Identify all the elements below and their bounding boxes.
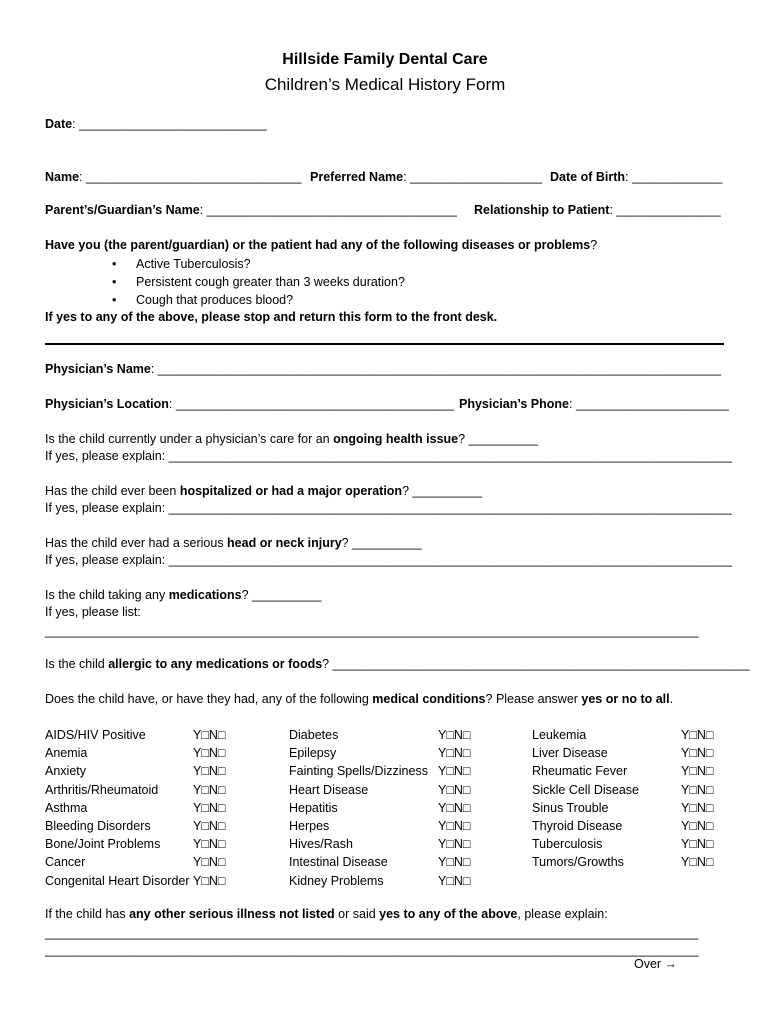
physician-name-field[interactable] <box>45 362 721 376</box>
condition-label: Hepatitis <box>289 800 338 815</box>
condition-row <box>45 799 245 817</box>
condition-row <box>532 799 732 817</box>
section-divider <box>45 343 724 345</box>
allergy-question[interactable]: Is the child allergic to any medications or foods? ____________________________________________________________ <box>45 657 750 671</box>
condition-label: Tumors/Growths <box>532 855 624 870</box>
condition-row <box>532 726 732 744</box>
physician-phone-label: Physician’s Phone <box>459 397 569 411</box>
condition-label: Bleeding Disorders <box>45 818 151 833</box>
yes-no-checkboxes[interactable]: Y□N□ <box>681 855 714 870</box>
condition-label: Asthma <box>45 800 88 815</box>
tb-bullet-list <box>112 255 405 309</box>
head-injury-explain[interactable]: If yes, please explain: _________________________________________________________________________________ <box>45 553 732 567</box>
yes-no-checkboxes[interactable]: Y□N□ <box>438 818 471 833</box>
tb-bullet-item: • Active Tuberculosis? <box>112 255 405 273</box>
condition-row <box>532 853 732 871</box>
tb-question <box>45 238 597 252</box>
condition-row <box>289 744 489 762</box>
preferred-name-label: Preferred Name <box>310 170 404 184</box>
yes-no-checkboxes[interactable]: Y□N□ <box>193 728 226 742</box>
condition-row <box>45 835 245 853</box>
name-field[interactable] <box>45 170 302 184</box>
condition-label: Sickle Cell Disease <box>532 782 639 797</box>
tb-question-mark: ? <box>590 238 598 252</box>
yes-no-checkboxes[interactable]: Y□N□ <box>438 764 471 779</box>
condition-row <box>532 835 732 853</box>
yes-no-checkboxes[interactable]: Y□N□ <box>193 746 226 761</box>
condition-row <box>45 726 245 744</box>
hospitalized-question[interactable]: Has the child ever been hospitalized or had a major operation? __________ <box>45 484 483 498</box>
condition-label: Herpes <box>289 818 330 833</box>
other-illness-question: If the child has any other serious illness not listed or said yes to any of the above, please explain: <box>45 907 608 921</box>
condition-label: Epilepsy <box>289 746 337 761</box>
yes-no-checkboxes[interactable]: Y□N□ <box>438 746 471 761</box>
physician-phone-field[interactable] <box>459 397 729 411</box>
physician-location-field[interactable] <box>45 397 454 411</box>
condition-label: Kidney Problems <box>289 873 384 888</box>
condition-row <box>289 817 489 835</box>
condition-row <box>45 817 245 835</box>
date-blank[interactable]: : ___________________________ <box>72 117 267 131</box>
condition-row <box>45 744 245 762</box>
yes-no-checkboxes[interactable]: Y□N□ <box>681 818 714 833</box>
preferred-name-blank[interactable]: : ___________________ <box>403 170 543 184</box>
name-label: Name <box>45 170 80 184</box>
condition-label: Tuberculosis <box>532 837 603 852</box>
other-illness-blank-2[interactable]: ______________________________________________________________________________________________ <box>45 943 699 957</box>
condition-label: Diabetes <box>289 728 339 742</box>
over-page-indicator: Over → <box>634 957 678 971</box>
relationship-blank[interactable]: : _______________ <box>609 203 721 217</box>
conditions-column-1 <box>45 726 245 890</box>
tb-stop-instruction: If yes to any of the above, please stop and return this form to the front desk. <box>45 310 498 324</box>
yes-no-checkboxes[interactable]: Y□N□ <box>193 818 226 833</box>
yes-no-checkboxes[interactable]: Y□N□ <box>681 764 714 779</box>
physician-location-label: Physician’s Location <box>45 397 169 411</box>
condition-label: Sinus Trouble <box>532 800 609 815</box>
condition-label: Fainting Spells/Dizziness <box>289 764 428 779</box>
relationship-field[interactable] <box>474 203 721 217</box>
yes-no-checkboxes[interactable]: Y□N□ <box>681 728 714 742</box>
date-label: Date <box>45 117 73 131</box>
yes-no-checkboxes[interactable]: Y□N□ <box>193 782 226 797</box>
hospitalized-explain[interactable]: If yes, please explain: _________________________________________________________________________________ <box>45 501 732 515</box>
yes-no-checkboxes[interactable]: Y□N□ <box>193 855 226 870</box>
other-illness-blank-1[interactable]: ______________________________________________________________________________________________ <box>45 926 699 940</box>
condition-row <box>532 762 732 780</box>
condition-row <box>45 853 245 871</box>
physician-phone-blank[interactable]: : ______________________ <box>569 397 729 411</box>
yes-no-checkboxes[interactable]: Y□N□ <box>193 800 226 815</box>
tb-bullet-item: • Cough that produces blood? <box>112 291 405 309</box>
physician-name-label: Physician’s Name <box>45 362 151 376</box>
condition-label: Bone/Joint Problems <box>45 837 161 852</box>
yes-no-checkboxes[interactable]: Y□N□ <box>681 837 714 852</box>
physician-name-blank[interactable]: : _________________________________________________________________________________ <box>150 362 721 376</box>
condition-label: Rheumatic Fever <box>532 764 628 779</box>
dob-label: Date of Birth <box>550 170 625 184</box>
medications-list-blank[interactable]: ______________________________________________________________________________________________ <box>45 624 699 638</box>
tb-bullet-item: • Persistent cough greater than 3 weeks duration? <box>112 273 405 291</box>
tb-question-text: Have you (the parent/guardian) or the patient had any of the following diseases or problems <box>45 238 591 252</box>
dob-field[interactable] <box>550 170 722 184</box>
conditions-column-3 <box>532 726 732 872</box>
yes-no-checkboxes[interactable]: Y□N□ <box>193 873 226 888</box>
condition-row <box>532 781 732 799</box>
date-field[interactable] <box>45 117 267 131</box>
yes-no-checkboxes[interactable]: Y□N□ <box>438 800 471 815</box>
form-title: Children’s Medical History Form <box>264 75 506 94</box>
conditions-column-2 <box>289 726 489 890</box>
condition-row <box>289 799 489 817</box>
yes-no-checkboxes[interactable]: Y□N□ <box>193 837 226 852</box>
head-injury-question[interactable]: Has the child ever had a serious head or neck injury? __________ <box>45 536 422 550</box>
condition-label: Liver Disease <box>532 746 608 761</box>
condition-row <box>532 744 732 762</box>
condition-row <box>532 817 732 835</box>
condition-label: Cancer <box>45 855 86 870</box>
condition-label: Hives/Rash <box>289 837 353 852</box>
condition-label: Anemia <box>45 746 88 761</box>
guardian-field[interactable] <box>45 203 457 217</box>
guardian-label: Parent’s/Guardian’s Name <box>45 203 200 217</box>
condition-row <box>45 762 245 780</box>
condition-row <box>289 726 489 744</box>
yes-no-checkboxes[interactable]: Y□N□ <box>438 782 471 797</box>
medications-list-label: If yes, please list: <box>45 605 141 619</box>
condition-label: Thyroid Disease <box>532 818 623 833</box>
ongoing-health-explain[interactable]: If yes, please explain: _________________________________________________________________________________ <box>45 449 732 463</box>
yes-no-checkboxes[interactable]: Y□N□ <box>681 782 714 797</box>
condition-row <box>289 781 489 799</box>
yes-no-checkboxes[interactable]: Y□N□ <box>438 873 471 888</box>
practice-title: Hillside Family Dental Care <box>282 51 488 68</box>
condition-label: Congenital Heart Disorder <box>45 873 190 888</box>
yes-no-checkboxes[interactable]: Y□N□ <box>681 746 714 761</box>
yes-no-checkboxes[interactable]: Y□N□ <box>438 728 471 742</box>
condition-row <box>289 762 489 780</box>
dob-blank[interactable]: : _____________ <box>625 170 723 184</box>
medications-question[interactable]: Is the child taking any medications? __________ <box>45 588 322 602</box>
condition-row <box>289 835 489 853</box>
yes-no-checkboxes[interactable]: Y□N□ <box>438 837 471 852</box>
condition-row <box>289 853 489 871</box>
condition-row <box>45 781 245 799</box>
preferred-name-field[interactable] <box>310 170 542 184</box>
condition-row <box>289 872 489 890</box>
condition-label: Heart Disease <box>289 782 369 797</box>
yes-no-checkboxes[interactable]: Y□N□ <box>438 855 471 870</box>
relationship-label: Relationship to Patient <box>474 203 610 217</box>
condition-row <box>45 872 245 890</box>
condition-label: Leukemia <box>532 728 587 742</box>
ongoing-health-question[interactable]: Is the child currently under a physician’s care for an ongoing health issue? __________ <box>45 432 539 446</box>
yes-no-checkboxes[interactable]: Y□N□ <box>193 764 226 779</box>
condition-label: AIDS/HIV Positive <box>45 728 146 742</box>
condition-label: Intestinal Disease <box>289 855 388 870</box>
condition-label: Arthritis/Rheumatoid <box>45 782 159 797</box>
physician-location-blank[interactable]: : ________________________________________ <box>168 397 454 411</box>
condition-label: Anxiety <box>45 764 86 779</box>
guardian-blank[interactable]: : ____________________________________ <box>199 203 457 217</box>
name-blank[interactable]: : _______________________________ <box>79 170 302 184</box>
medical-conditions-instruction: Does the child have, or have they had, any of the following medical conditions? Please answer yes or no to all. <box>45 692 674 706</box>
yes-no-checkboxes[interactable]: Y□N□ <box>681 800 714 815</box>
